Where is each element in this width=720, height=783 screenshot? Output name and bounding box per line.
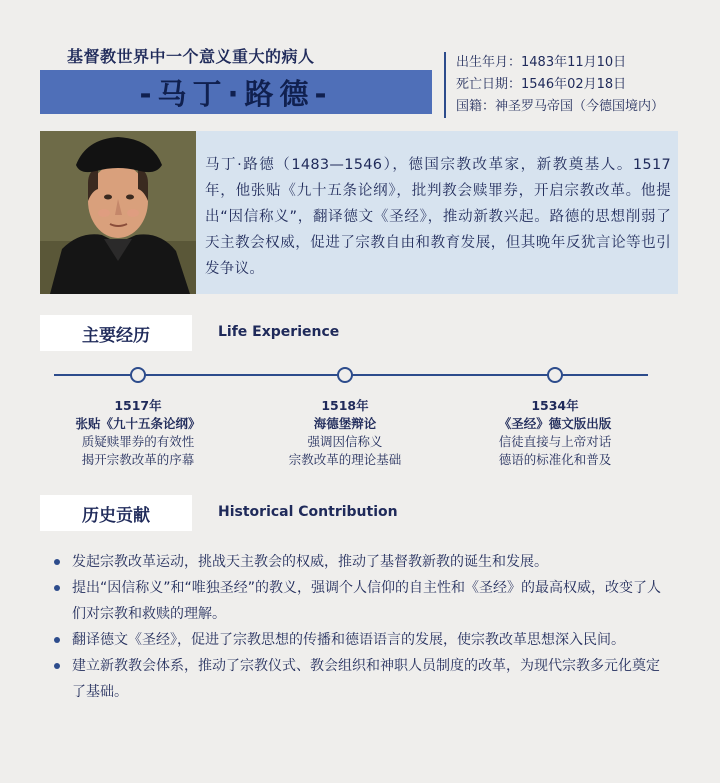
bullet-icon (54, 559, 60, 565)
timeline-event-desc: 信徒直接与上帝对话 (498, 434, 612, 449)
experience-section-title: 主要经历 (40, 315, 192, 351)
info-divider (444, 52, 446, 118)
page-title: -马丁·路德- (139, 76, 333, 111)
timeline-event-desc: 德语的标准化和普及 (498, 452, 612, 467)
timeline-dot (130, 367, 146, 383)
list-item-text: 发起宗教改革运动，挑战天主教会的权威，推动了基督教新教的诞生和发展。 (72, 554, 548, 570)
timeline-dot (547, 367, 563, 383)
list-item-text: 翻译德文《圣经》，促进了宗教思想的传播和德语语言的发展，使宗教改革思想深入民间。 (72, 632, 625, 648)
info-box (456, 52, 664, 118)
timeline-event-desc: 宗教改革的理论基础 (288, 452, 402, 467)
death-date: 死亡日期：1546年02月18日 (456, 77, 627, 92)
timeline-year: 1517年 (114, 398, 162, 413)
contribution-section-title: 历史贡献 (40, 495, 192, 531)
timeline-year: 1534年 (531, 398, 579, 413)
portrait-illustration (40, 131, 196, 294)
contribution-list (54, 549, 664, 705)
name-banner (40, 70, 432, 114)
list-item-text: 建立新教教会体系，推动了宗教仪式、教会组织和神职人员制度的改革，为现代宗教多元化奠定了基础。 (72, 658, 660, 700)
bio-text: 马丁·路德（1483—1546），德国宗教改革家，新教奠基人。1517年，他张贴《九十五条论纲》，批判教会赎罪券，开启宗教改革。他提出“因信称义”，翻译德文《圣经》，推动新教兴起。路德的思想削弱了天主教会权威，促进了宗教自由和教育发展，但其晚年反犹言论等也引发争议。 (205, 157, 671, 277)
timeline-item (43, 397, 233, 469)
list-item (54, 549, 664, 575)
portrait-image (40, 131, 196, 294)
list-item (54, 653, 664, 705)
list-item-text: 提出“因信称义”和“唯独圣经”的教义，强调个人信仰的自主性和《圣经》的最高权威，改变了人们对宗教和救赎的理解。 (72, 580, 662, 622)
timeline-item (250, 397, 440, 469)
list-item (54, 627, 664, 653)
bullet-icon (54, 585, 60, 591)
timeline-item (460, 397, 650, 469)
nationality: 国籍：神圣罗马帝国（今德国境内） (456, 99, 665, 114)
timeline-event-desc: 强调因信称义 (307, 434, 383, 449)
timeline-year: 1518年 (321, 398, 369, 413)
timeline-event-title: 张贴《九十五条论纲》 (75, 416, 201, 431)
contribution-section-title-en: Historical Contribution (218, 504, 398, 520)
birth-date: 出生年月：1483年11月10日 (456, 55, 627, 70)
bullet-icon (54, 663, 60, 669)
timeline-event-title: 《圣经》德文版出版 (498, 416, 612, 431)
experience-section-title-en: Life Experience (218, 324, 340, 340)
bullet-icon (54, 637, 60, 643)
timeline-event-desc: 揭开宗教改革的序幕 (81, 452, 195, 467)
list-item (54, 575, 664, 627)
timeline-event-title: 海德堡辩论 (313, 416, 377, 431)
timeline-event-desc: 质疑赎罪券的有效性 (81, 434, 195, 449)
timeline-dot (337, 367, 353, 383)
page-subtitle: 基督教世界中一个意义重大的病人 (67, 47, 315, 66)
